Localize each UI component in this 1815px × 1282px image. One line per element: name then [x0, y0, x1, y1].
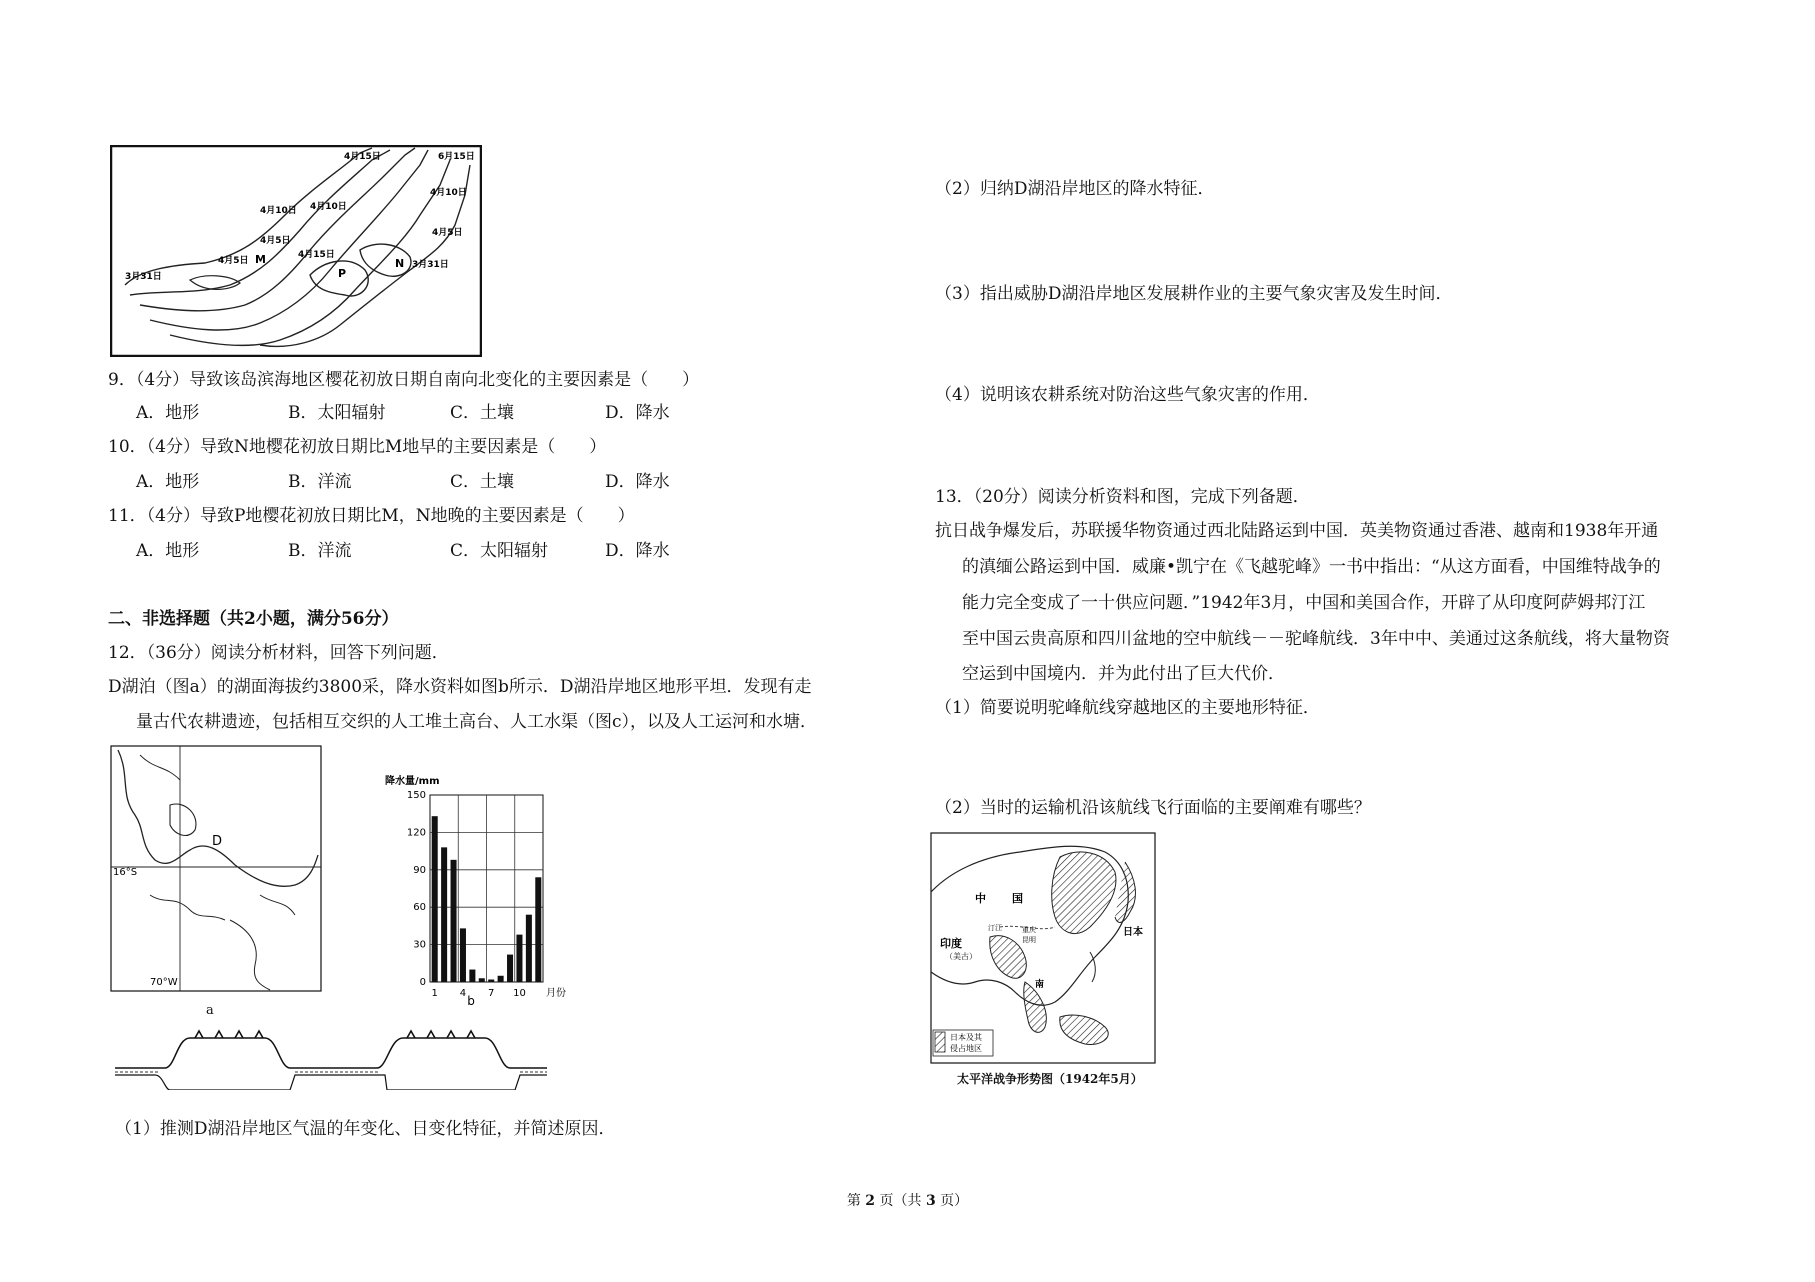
y-tick-label: 30 — [413, 939, 426, 951]
question-13-sub2: （2）当时的运输机沿该航线飞行面临的主要阐难有哪些？ — [935, 798, 1371, 818]
precip-bar — [432, 816, 438, 982]
precip-bar — [535, 877, 541, 982]
map-label: 4月15日 — [344, 152, 381, 162]
pacific-map-caption: 太平洋战争形势图（1942年5月） — [957, 1072, 1143, 1086]
y-tick-label: 150 — [406, 790, 426, 801]
question-11: 11．（4分）导致P地樱花初放日期比M，N地晚的主要因素是（ ） — [108, 506, 635, 526]
lat-label: 16°S — [113, 867, 138, 878]
question-13-p5: 空运到中国境内．并为此付出了巨大代价． — [962, 664, 1285, 684]
question-13-intro: 13．（20分）阅读分析资料和图，完成下列备题． — [935, 487, 1310, 507]
footer-page-number: 2 — [865, 1193, 876, 1209]
lake-d-label: D — [212, 834, 223, 849]
precip-bar — [488, 980, 494, 982]
question-9: 9．（4分）导致该岛滨海地区樱花初放日期自南向北变化的主要因素是（ ） — [108, 370, 700, 390]
map-label: P — [338, 267, 347, 280]
map-label: 汀江 — [988, 924, 1002, 932]
question-13-p3: 能力完全变成了一十供应问题．”1942年3月，中国和美国合作，开辟了从印度阿萨姆邦汀江 — [962, 593, 1646, 613]
precipitation-chart — [375, 760, 575, 1005]
page-footer — [0, 1190, 1815, 1210]
map-label: N — [395, 257, 405, 270]
q10-option-a: A．地形 — [136, 472, 200, 492]
q9-option-b: B．太阳辐射 — [288, 403, 386, 423]
q9-option-d: D．降水 — [605, 403, 670, 423]
precip-bar — [441, 847, 447, 982]
question-12-sub1: （1）推测D湖沿岸地区气温的年变化、日变化特征，并简述原因． — [115, 1119, 616, 1139]
map-label: 4月10日 — [310, 202, 347, 212]
footer-pre: 第 — [846, 1193, 861, 1209]
x-axis-label: 月份 — [546, 988, 566, 999]
q10-option-c: C．土壤 — [450, 472, 515, 492]
question-10: 10．（4分）导致N地樱花初放日期比M地早的主要因素是（ ） — [108, 437, 607, 457]
map-label: 国 — [1012, 892, 1023, 905]
y-tick-label: 60 — [413, 902, 426, 914]
map-label: 3月31日 — [412, 260, 449, 270]
q9-option-c: C．土壤 — [450, 403, 515, 423]
question-12-intro: 12．（36分）阅读分析材料，回答下列问题． — [108, 643, 449, 663]
map-label: 重庆 — [1022, 926, 1036, 934]
x-tick-label: 4 — [459, 988, 467, 999]
map-a-caption: a — [206, 1003, 214, 1018]
precip-bar — [526, 915, 532, 982]
legend-line-1: 日本及其 — [950, 1033, 982, 1042]
map-label: （美古） — [945, 952, 977, 961]
q11-option-c: C．太阳辐射 — [450, 541, 549, 561]
q10-option-d: D．降水 — [605, 472, 670, 492]
map-label: 4月10日 — [260, 206, 297, 216]
q11-option-d: D．降水 — [605, 541, 670, 561]
map-label: 昆明 — [1022, 936, 1036, 944]
map-label: 南 — [1035, 980, 1045, 990]
question-12-sub3: （3）指出威胁D湖沿岸地区发展耕作业的主要气象灾害及发生时间． — [935, 284, 1453, 304]
q11-option-b: B．洋流 — [288, 541, 352, 561]
precip-bar — [498, 976, 504, 982]
map-label: M — [255, 253, 266, 266]
legend-line-2: 侵占地区 — [950, 1044, 982, 1053]
y-tick-label: 120 — [406, 827, 426, 839]
precip-bar — [516, 935, 522, 982]
footer-post: 页） — [940, 1193, 969, 1209]
lon-label: 70°W — [150, 977, 178, 988]
precip-bar — [460, 928, 466, 982]
question-12-sub4: （4）说明该农耕系统对防治这些气象灾害的作用． — [935, 385, 1320, 405]
precip-bar — [479, 978, 485, 982]
lake-d-map — [110, 745, 322, 992]
map-label: 6月15日 — [438, 152, 475, 162]
map-label: 4月5日 — [432, 228, 463, 238]
section-2-title: 二、非选择题（共2小题，满分56分） — [108, 609, 399, 629]
footer-mid: 页（共 — [879, 1193, 922, 1209]
pacific-war-map — [930, 832, 1156, 1064]
x-tick-label: 10 — [513, 988, 526, 999]
map-label: 3月31日 — [125, 272, 162, 282]
chart-b-caption: b — [467, 994, 475, 1005]
q10-option-b: B．洋流 — [288, 472, 352, 492]
q11-option-a: A．地形 — [136, 541, 200, 561]
question-12-para1: D湖泊（图a）的湖面海拔约3800采，降水资料如图b所示．D湖沿岸地区地形平坦．发现有走 — [108, 677, 812, 697]
question-12-para2: 量古代农耕遗迹，包括相互交织的人工堆土高台、人工水渠（图c），以及人工运河和水塘． — [136, 712, 818, 732]
map-label: 4月10日 — [430, 188, 467, 198]
x-tick-label: 7 — [488, 988, 495, 999]
map-label: 4月5日 — [218, 256, 249, 266]
question-13-p1: 抗日战争爆发后，苏联援华物资通过西北陆路运到中国．英美物资通过香港、越南和1938年开通 — [935, 521, 1659, 541]
question-13-p4: 至中国云贵高原和四川盆地的空中航线－－驼峰航线．3年中中、美通过这条航线，将大量物资 — [962, 629, 1670, 649]
precip-bar — [469, 970, 475, 982]
precip-bar — [507, 955, 513, 982]
question-13-sub1: （1）简要说明驼峰航线穿越地区的主要地形特征． — [935, 698, 1320, 718]
y-tick-label: 90 — [413, 864, 426, 876]
map-label: 日本 — [1123, 927, 1143, 938]
precip-bar — [451, 860, 457, 982]
ridge-field-cross-section — [115, 1020, 547, 1090]
map-label: 印度 — [940, 937, 962, 950]
map-label: 4月15日 — [298, 250, 335, 260]
map-label: 中 — [975, 892, 986, 905]
q9-option-a: A．地形 — [136, 403, 200, 423]
cherry-blossom-map — [110, 145, 482, 357]
y-tick-label: 0 — [419, 977, 426, 988]
question-12-sub2: （2）归纳D湖沿岸地区的降水特征． — [935, 179, 1215, 199]
map-label: 4月5日 — [260, 236, 291, 246]
question-13-p2: 的滇缅公路运到中国．威廉•凯宁在《飞越驼峰》一书中指出：“从这方面看，中国维特战争的 — [962, 557, 1661, 577]
footer-total-pages: 3 — [925, 1193, 936, 1209]
y-axis-label: 降水量/mm — [385, 776, 440, 787]
x-tick-label: 1 — [431, 988, 438, 999]
